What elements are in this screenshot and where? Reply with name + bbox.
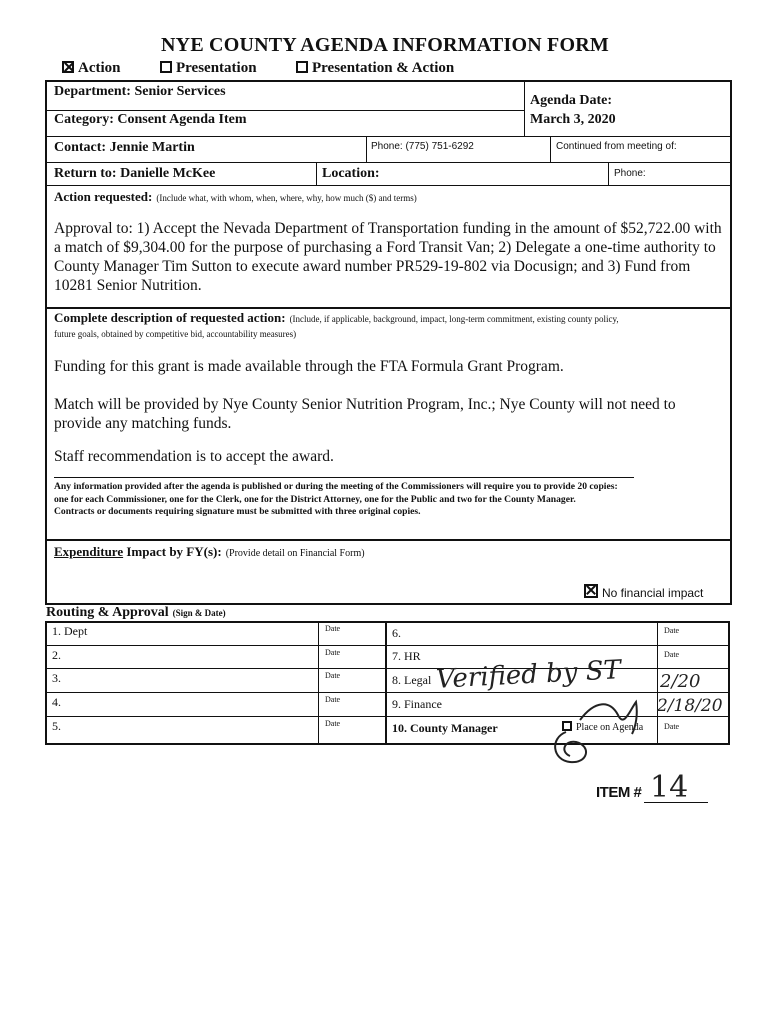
finance-signature-mark (540, 690, 700, 780)
routing-row-7-hr: 7. HR (392, 649, 421, 663)
action-requested-header: Action requested: (Include what, with whom, when, where, why, how much ($) and terms) (54, 189, 417, 204)
checkbox-empty-icon[interactable] (160, 61, 172, 73)
no-financial-impact-option[interactable]: No financial impact (584, 584, 703, 600)
agenda-date-label: Agenda Date: (530, 93, 613, 108)
routing-row-8-legal: 8. Legal (392, 673, 432, 687)
agenda-date-value: March 3, 2020 (530, 112, 616, 127)
routing-header: Routing & Approval (Sign & Date) (46, 605, 226, 620)
presentation-action-option[interactable]: Presentation & Action (296, 60, 454, 77)
routing-row-2: 2. (52, 648, 61, 662)
item-label: ITEM # (596, 784, 642, 801)
department-field: Department: Senior Services (54, 84, 226, 99)
expenditure-header: Expenditure Impact by FY(s): (Provide detail on Financial Form) (54, 544, 365, 559)
description-paragraph-3: Staff recommendation is to accept the award. (54, 448, 334, 465)
contact-phone: Phone: (775) 751-6292 (371, 141, 474, 152)
legal-signature-date: 2/20 (660, 671, 701, 692)
location-field: Location: (322, 166, 380, 181)
routing-row-5: 5. (52, 719, 61, 733)
date-label: Date (664, 650, 680, 659)
routing-row-9-finance: 9. Finance (392, 697, 442, 711)
date-label: Date (325, 671, 341, 680)
description-paragraph-2: Match will be provided by Nye County Senior Nutrition Program, Inc.; Nye County will not need to provide any matching funds. (54, 396, 676, 432)
routing-row-6: 6. (392, 626, 401, 640)
description-paragraph-1: Funding for this grant is made available through the FTA Formula Grant Program. (54, 358, 564, 375)
action-option[interactable]: Action (62, 60, 121, 77)
contact-field: Contact: Jennie Martin (54, 140, 195, 155)
date-label: Date (325, 695, 341, 704)
place-on-agenda-option[interactable]: Place on Agenda (562, 721, 643, 733)
date-label: Date (325, 624, 341, 633)
form-frame (45, 80, 732, 605)
date-label: Date (325, 648, 341, 657)
presentation-option[interactable]: Presentation (160, 60, 257, 77)
item-number: 14 (650, 770, 689, 805)
complete-description-header: Complete description of requested action: (Include, if applicable, background, impact, long-term commitment, existing county policy, future goals, obtained by competitive bid, accountability measures) (54, 310, 619, 339)
finance-signature-date: 2/18/20 (657, 696, 723, 716)
return-to-field: Return to: Danielle McKee (54, 166, 216, 181)
action-requested-text: Approval to: 1) Accept the Nevada Department of Transportation funding in the amount of $52,722.00 with a match of $9,304.00 for the purpose of purchasing a Ford Transit Van; 2) Delegate a one-time authority to County Manager Tim Sutton to execute award number PR529-19-802 via Docusign; and 3) Fund from 10281 Senior Nutrition. (54, 220, 722, 294)
routing-row-10-county-manager: 10. County Manager (392, 721, 498, 735)
category-field: Category: Consent Agenda Item (54, 112, 247, 127)
phone-field: Phone: (614, 168, 646, 179)
legal-verified-signature: Verified by ST (435, 655, 622, 695)
date-label: Date (664, 722, 680, 731)
continued-from-field: Continued from meeting of: (556, 141, 677, 152)
routing-row-3: 3. (52, 671, 61, 685)
checkbox-checked-icon[interactable] (62, 61, 74, 73)
form-title: NYE COUNTY AGENDA INFORMATION FORM (161, 34, 609, 56)
checkbox-empty-icon[interactable] (296, 61, 308, 73)
date-label: Date (664, 626, 680, 635)
copies-notice: Any information provided after the agenda is published or during the meeting of the Commissioners will require you to provide 20 copies: one for each Commissioner, one for the Clerk, one for the District Attorney, one for the Public and two for the County Manager. Contracts or documents requiring signature must be submitted with three original copies. (54, 481, 618, 517)
checkbox-checked-icon[interactable] (584, 584, 598, 598)
routing-row-4: 4. (52, 695, 61, 709)
routing-row-1-dept: 1. Dept (52, 624, 88, 638)
date-label: Date (325, 719, 341, 728)
